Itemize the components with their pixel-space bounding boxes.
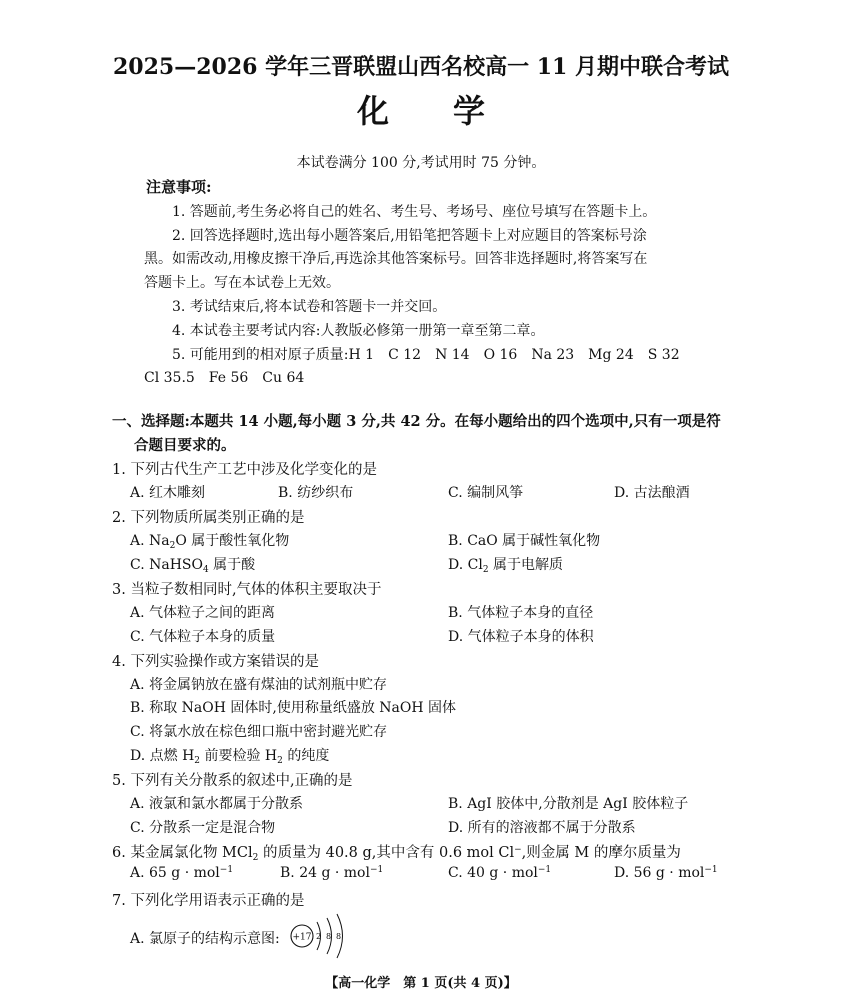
question-5-option-c: C. 分散系一定是混合物 [130, 820, 276, 836]
question-5-stem: 5. 下列有关分散系的叙述中,正确的是 [112, 773, 353, 789]
question-3-option-d: D. 气体粒子本身的体积 [448, 629, 594, 645]
question-6-option-b: B. 24 g · mol$^{-1}$ [280, 865, 384, 881]
question-5-option-d: D. 所有的溶液都不属于分散系 [448, 820, 636, 836]
question-1-option-d: D. 古法酿酒 [614, 485, 690, 501]
shell-electrons-2: 8 [326, 932, 332, 941]
question-6-option-c: C. 40 g · mol$^{-1}$ [448, 865, 552, 881]
question-2-option-c: C. NaHSO$_4$ 属于酸 [130, 557, 256, 575]
question-3-option-b: B. 气体粒子本身的直径 [448, 605, 594, 621]
notice-line-6: 4. 本试卷主要考试内容:人教版必修第一册第一章至第二章。 [172, 323, 545, 339]
question-2-option-a: A. $Na_2O$ 属于酸性氧化物 [130, 533, 290, 551]
chlorine-atom-diagram [289, 908, 359, 964]
question-6-stem: 6. 某金属氯化物 MCl$_2$ 的质量为 40.8 g,其中含有 0.6 mol Cl−,则金属 M 的摩尔质量为 [112, 845, 681, 863]
question-5-option-a: A. 液氯和氯水都属于分散系 [130, 796, 304, 812]
question-4-option-c: C. 将氯水放在棕色细口瓶中密封避光贮存 [130, 724, 388, 740]
notice-line-4: 答题卡上。写在本试卷上无效。 [144, 275, 340, 291]
question-2-option-b: B. CaO 属于碱性氧化物 [448, 533, 601, 549]
shell-electrons-3: 8 [336, 932, 342, 941]
page-footer: 【高一化学 第 1 页(共 4 页)】 [325, 976, 517, 991]
question-7-option-a: A. 氯原子的结构示意图: [130, 931, 280, 947]
section-heading: 一、选择题:本题共 14 小题,每小题 3 分,共 42 分。在每小题给出的四个选项中,只有一项是符 [112, 413, 721, 430]
question-6-option-d: D. 56 g · mol$^{-1}$ [614, 865, 718, 881]
nucleus-charge: +17 [292, 932, 312, 943]
question-4-option-a: A. 将金属钠放在盛有煤油的试剂瓶中贮存 [130, 677, 388, 693]
question-6-option-a: A. 65 g · mol$^{-1}$ [130, 865, 234, 881]
exam-meta: 本试卷满分 100 分,考试用时 75 分钟。 [296, 155, 546, 171]
question-1-option-b: B. 纺纱织布 [278, 485, 354, 501]
question-4-option-b: B. 称取 NaOH 固体时,使用称量纸盛放 NaOH 固体 [130, 700, 457, 716]
question-1-stem: 1. 下列古代生产工艺中涉及化学变化的是 [112, 462, 377, 478]
notice-line-2: 2. 回答选择题时,选出每小题答案后,用铅笔把答题卡上对应题目的答案标号涂 [172, 228, 647, 244]
question-4-stem: 4. 下列实验操作或方案错误的是 [112, 654, 319, 670]
exam-title: 2025—2026 学年三晋联盟山西名校高一 11 月期中联合考试 [112, 54, 730, 80]
question-3-option-a: A. 气体粒子之间的距离 [130, 605, 276, 621]
subject-title: 化学 [356, 92, 549, 130]
notice-line-8: Cl 35.5 Fe 56 Cu 64 [144, 370, 305, 386]
question-2-stem: 2. 下列物质所属类别正确的是 [112, 510, 305, 526]
notice-line-7: 5. 可能用到的相对原子质量:H 1 C 12 N 14 O 16 Na 23 Mg 24 S 32 [172, 347, 680, 363]
notice-line-3: 黑。如需改动,用橡皮擦干净后,再选涂其他答案标号。回答非选择题时,将答案写在 [144, 251, 648, 267]
shell-electrons-1: 2 [316, 932, 322, 941]
notice-line-5: 3. 考试结束后,将本试卷和答题卡一并交回。 [172, 299, 447, 315]
question-1-option-a: A. 红木雕刻 [130, 485, 206, 501]
question-5-option-b: B. AgI 胶体中,分散剂是 AgI 胶体粒子 [448, 796, 689, 812]
notice-line-1: 1. 答题前,考生务必将自己的姓名、考生号、考场号、座位号填写在答题卡上。 [172, 204, 657, 220]
section-heading-cont: 合题目要求的。 [134, 437, 236, 454]
question-2-option-d: D. $Cl_2$ 属于电解质 [448, 557, 564, 575]
question-3-option-c: C. 气体粒子本身的质量 [130, 629, 276, 645]
question-3-stem: 3. 当粒子数相同时,气体的体积主要取决于 [112, 582, 382, 598]
question-4-option-d: D. 点燃 $H_2$ 前要检验 $H_2$ 的纯度 [130, 748, 330, 766]
notice-heading: 注意事项: [146, 178, 212, 196]
question-7-stem: 7. 下列化学用语表示正确的是 [112, 893, 305, 909]
question-1-option-c: C. 编制风筝 [448, 485, 524, 501]
